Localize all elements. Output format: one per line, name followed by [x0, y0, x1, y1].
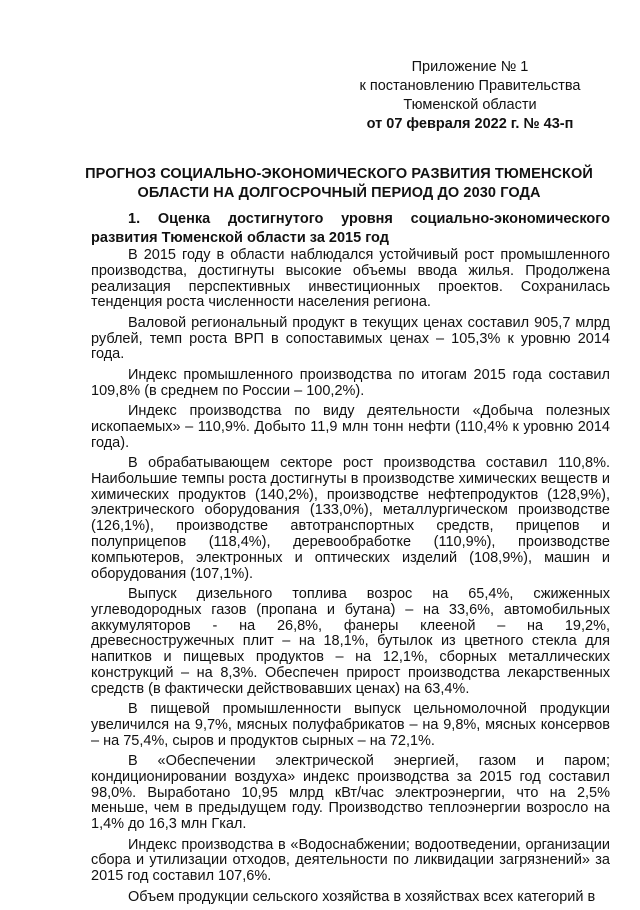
paragraph: В пищевой промышленности выпуск цельномолочной продукции увеличился на 9,7%, мясных полуфабрикатов – на 9,8%, мясных консервов – на 75,4%, сыров и продуктов сырных – на 72,1%. — [91, 701, 610, 749]
paragraph: В обрабатывающем секторе рост производства составил 110,8%. Наибольшие темпы роста достигнуты в производстве химических веществ и химических продуктов (140,2%), производстве нефтепродуктов (128,9%), электрического оборудования (133,0%), металлургическом производстве (126,1%), производстве автотранспортных средств, прицепов и полуприцепов (118,4%), деревообработке (110,9%), производстве компьютеров, электронных и оптических изделий (108,9%), машин и оборудования (107,1%). — [91, 454, 610, 582]
appendix-number: Приложение № 1 — [411, 59, 529, 75]
appendix-region: Тюменской области — [403, 97, 537, 113]
paragraph: Выпуск дизельного топлива возрос на 65,4%, сжиженных углеводородных газов (пропана и бутана) – на 33,6%, автомобильных аккумуляторов - на 26,8%, фанеры клееной – на 19,2%, древесностружечных плит – на 18,1%, бутылок из цветного стекла для напитков и пищевых продуктов – на 12,1%, сборных металлических конструкций – на 8,3%. Обеспечен прирост производства лекарственных средств (в фактически действовавших ценах) на 63,4%. — [91, 585, 610, 697]
document-title: ПРОГНОЗ СОЦИАЛЬНО-ЭКОНОМИЧЕСКОГО РАЗВИТИЯ ТЮМЕНСКОЙ ОБЛАСТИ НА ДОЛГОСРОЧНЫЙ ПЕРИОД ДО 2030 ГОДА — [85, 166, 593, 201]
paragraph: Индекс промышленного производства по итогам 2015 года составил 109,8% (в среднем по России – 100,2%). — [91, 366, 610, 399]
appendix-block — [340, 58, 600, 134]
paragraph: Объем продукции сельского хозяйства в хозяйствах всех категорий в — [128, 888, 596, 905]
paragraph: В «Обеспечении электрической энергией, газом и паром; кондиционировании воздуха» индекс производства за 2015 год составил 98,0%. Выработано 10,95 млрд кВт/час электроэнергии, что на 2,5% меньше, чем в предыдущем году. Производство теплоэнергии возросло на 1,4% до 16,3 млн Гкал. — [91, 753, 610, 833]
paragraph: В 2015 году в области наблюдался устойчивый рост промышленного производства, достигнуты высокие объемы ввода жилья. Продолжена реализация перспективных инвестиционных проектов. Сохранилась тенденция роста численности населения региона. — [91, 247, 610, 311]
document-body — [91, 248, 610, 910]
section-heading: 1. Оценка достигнутого уровня социально-экономического развития Тюменской области за 2015 год — [91, 211, 610, 246]
appendix-resolution-ref: к постановлению Правительства — [359, 78, 581, 94]
paragraph: Индекс производства в «Водоснабжении; водоотведении, организации сбора и утилизации отходов, деятельности по ликвидации загрязнений» за 2015 год составил 107,6%. — [91, 836, 610, 885]
paragraph: Индекс производства по виду деятельности «Добыча полезных ископаемых» – 110,9%. Добыто 11,9 млн тонн нефти (110,4% к уровню 2014 года). — [91, 402, 610, 451]
appendix-date-number: от 07 февраля 2022 г. № 43-п — [366, 116, 574, 132]
paragraph: Валовой региональный продукт в текущих ценах составил 905,7 млрд рублей, темп роста ВРП в сопоставимых ценах – 105,3% к уровню 2014 года. — [91, 314, 610, 363]
